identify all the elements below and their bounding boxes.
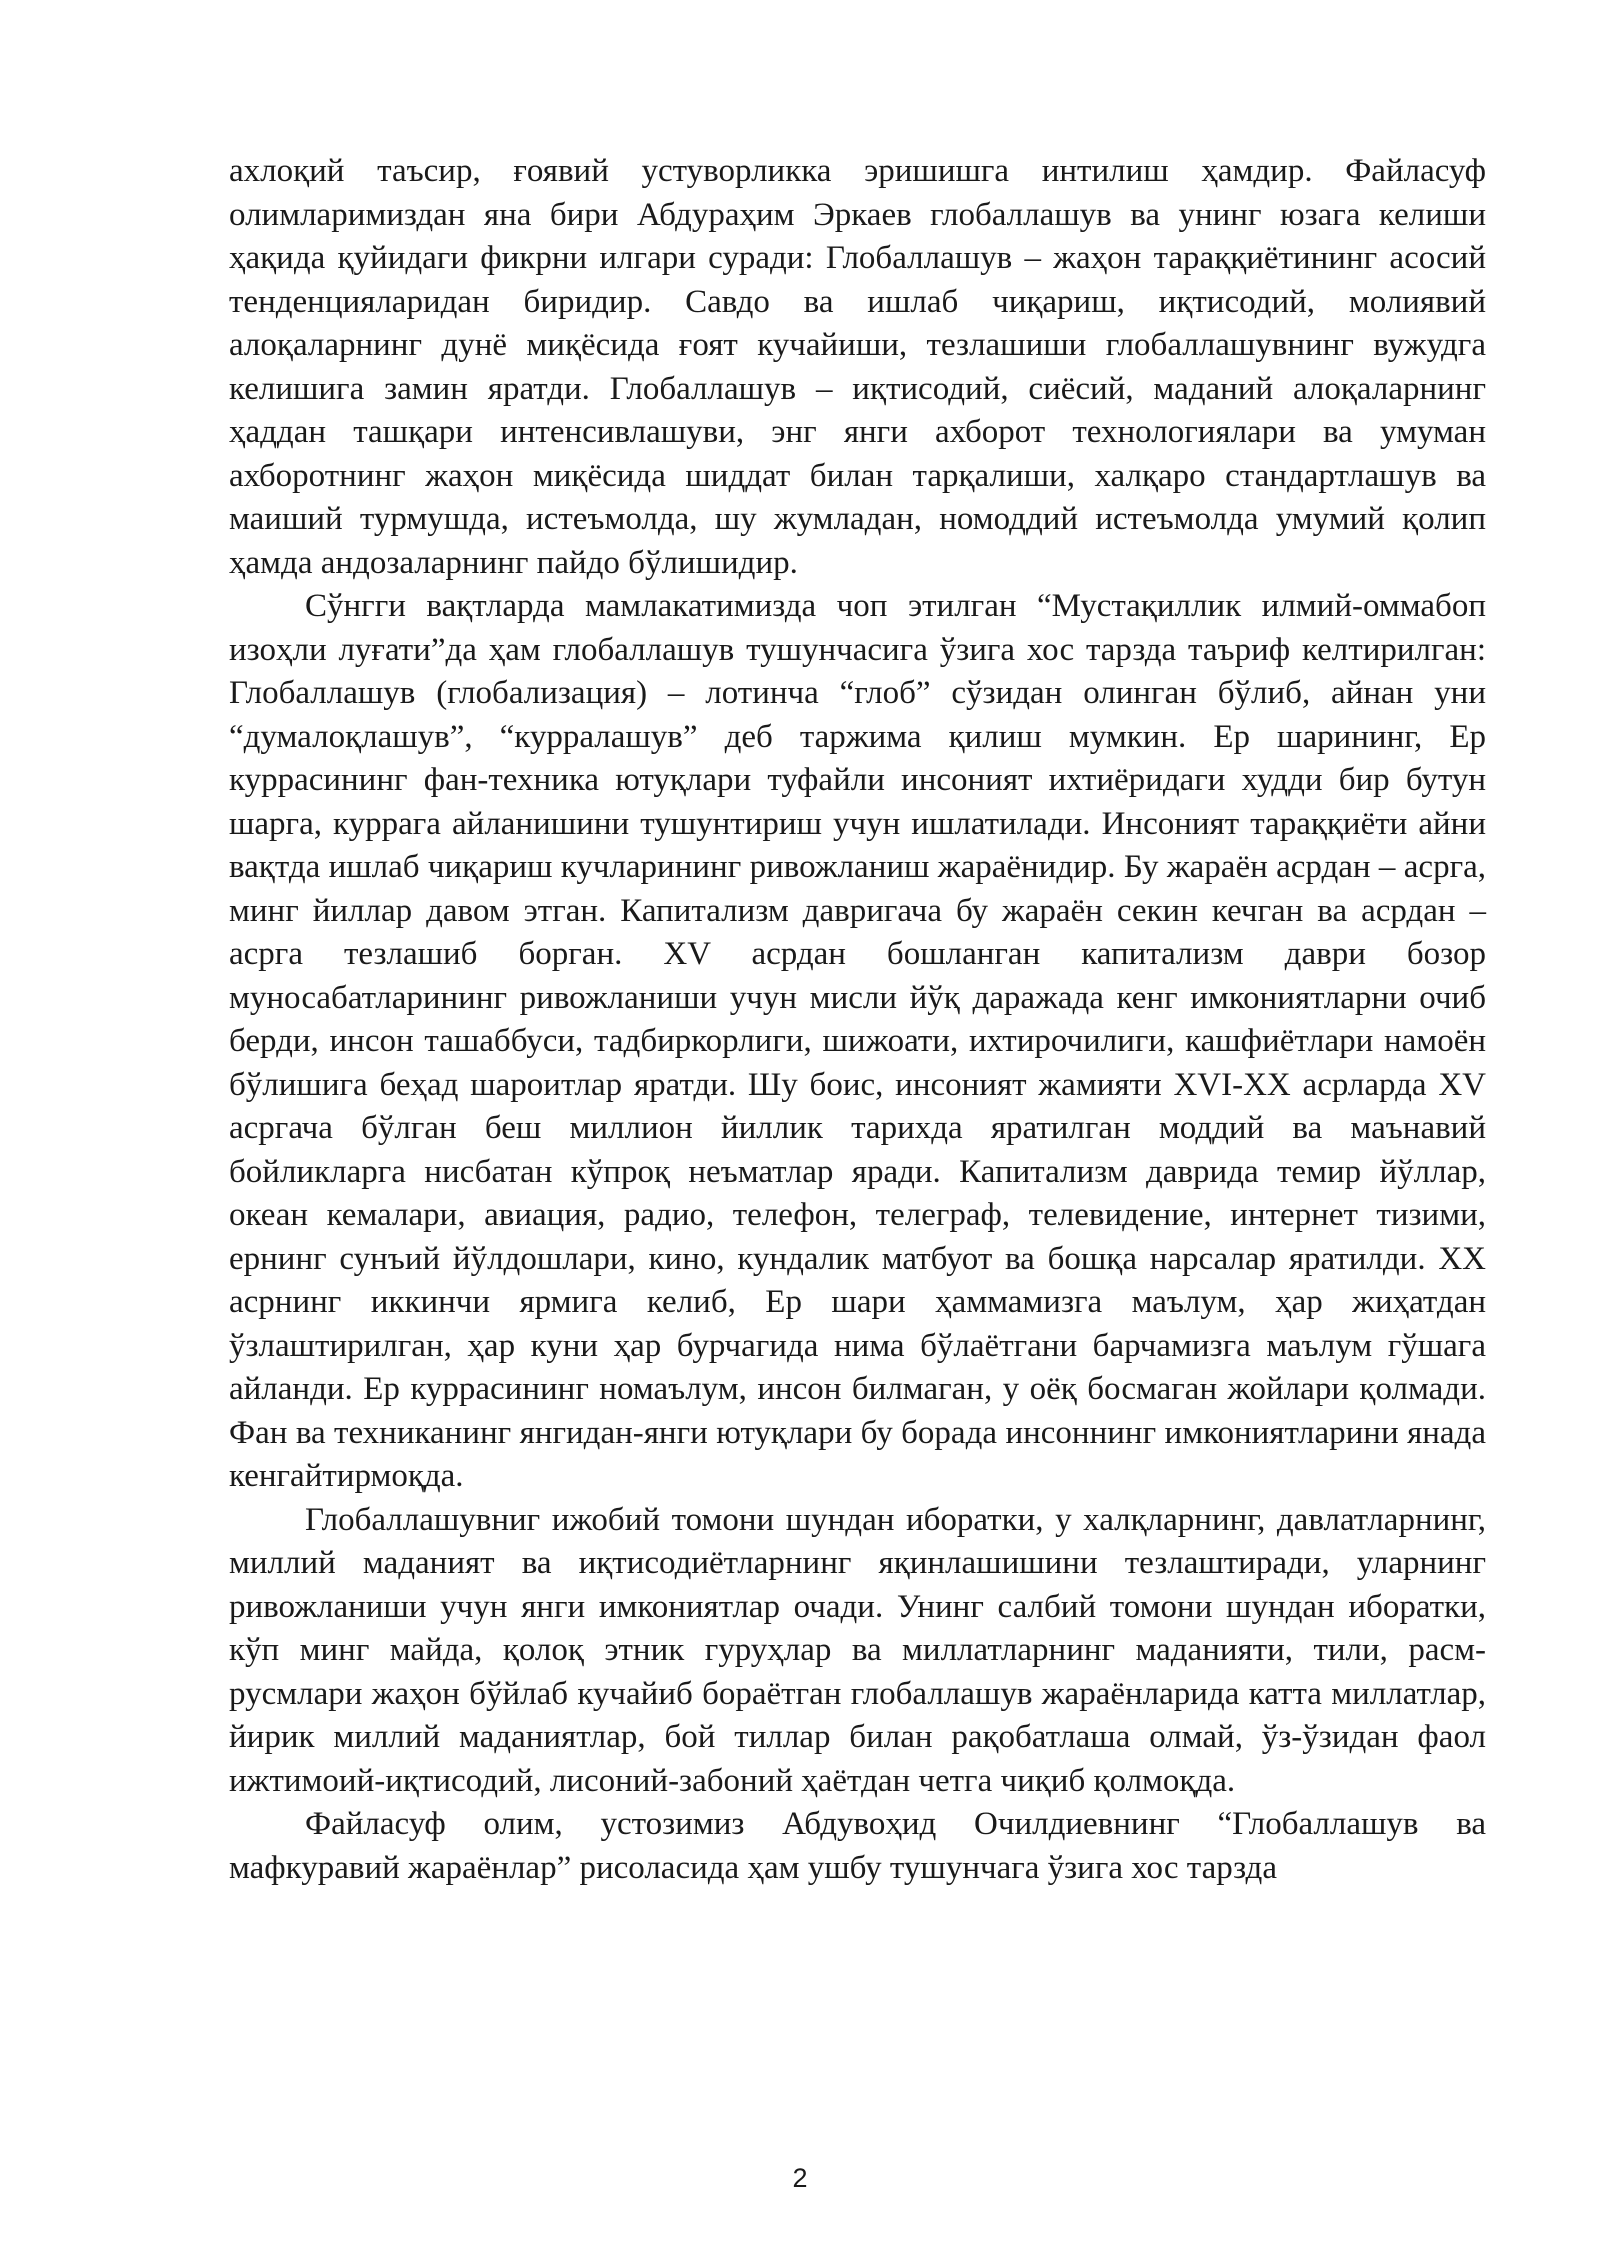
page-number: 2 <box>792 2163 808 2193</box>
paragraph-4: Файласуф олим, устозимиз Абдувоҳид Очилдиевнинг “Глобаллашув ва мафкуравий жараёнлар” рисоласида ҳам ушбу тушунчага ўзига хос тарзда <box>229 1806 1486 1886</box>
paragraph-2: Сўнгги вақтларда мамлакатимизда чоп этилган “Мустақиллик илмий-оммабоп изоҳли луғати”да ҳам глобаллашув тушунчасига ўзига хос тарзда таъриф келтирилган: Глобаллашув (глобализация) – лотинча “глоб” сўзидан олинган бўлиб, айнан уни “думалоқлашув”, “курралашув” деб таржима қилиш мумкин. Ер шарининг, Ер куррасининг фан-техника ютуқлари туфайли инсоният ихтиёридаги худди бир бутун шарга, куррага айланишини тушунтириш учун ишлатилади. Инсоният тараққиёти айни вақтда ишлаб чиқариш кучларининг ривожланиш жараёнидир. Бу жараён асрдан – асрга, минг йиллар давом этган. Капитализм давригача бу жараён секин кечган ва асрдан – асрга тезлашиб борган. XV асрдан бошланган капитализм даври бозор муносабатларининг ривожланиши учун мисли йўқ даражада кенг имкониятларни очиб берди, инсон ташаббуси, тадбиркорлиги, шижоати, ихтирочилиги, кашфиётлари намоён бўлишига беҳад шароитлар яратди. Шу боис, инсоният жамияти XVI-XX асрларда XV асргача бўлган беш миллион йиллик тарихда яратилган моддий ва маънавий бойликларга нисбатан кўпроқ неъматлар яради. Капитализм даврида темир йўллар, океан кемалари, авиация, радио, телефон, телеграф, телевидение, интернет тизими, ернинг сунъий йўлдошлари, кино, кундалик матбуот ва бошқа нарсалар яратилди. XX асрнинг иккинчи ярмига келиб, Ер шари ҳаммамизга маълум, ҳар жиҳатдан ўзлаштирилган, ҳар куни ҳар бурчагида нима бўлаётгани барчамизга маълум гўшага айланди. Ер куррасининг номаълум, инсон билмаган, у оёқ босмаган жойлари қолмади. Фан ва техниканинг янгидан-янги ютуқлари бу борада инсоннинг имкониятларини янада кенгайтирмоқда. <box>229 588 1486 1494</box>
body-text <box>229 150 1486 1890</box>
paragraph-1: ахлоқий таъсир, ғоявий устуворликка эришишга интилиш ҳамдир. Файласуф олимларимиздан яна бири Абдураҳим Эркаев глобаллашув ва унинг юзага келиши ҳақида қуйидаги фикрни илгари суради: Глобаллашув – жаҳон тараққиётининг асосий тенденцияларидан биридир. Савдо ва ишлаб чиқариш, иқтисодий, молиявий алоқаларнинг дунё миқёсида ғоят кучайиши, тезлашиши глобаллашувнинг вужудга келишига замин яратди. Глобаллашув – иқтисодий, сиёсий, маданий алоқаларнинг ҳаддан ташқари интенсивлашуви, энг янги ахборот технологиялари ва умуман ахборотнинг жаҳон миқёсида шиддат билан тарқалиши, халқаро стандартлашув ва маиший турмушда, истеъмолда, шу жумладан, номоддий истеъмолда умумий қолип ҳамда андозаларнинг пайдо бўлишидир. <box>229 153 1486 581</box>
paragraph-3: Глобаллашувниг ижобий томони шундан иборатки, у халқларнинг, давлатларнинг, миллий маданият ва иқтисодиётларнинг яқинлашишини тезлаштиради, уларнинг ривожланиши учун янги имкониятлар очади. Унинг салбий томони шундан иборатки, кўп минг майда, қолоқ этник гуруҳлар ва миллатларнинг маданияти, тили, расм-русмлари жаҳон бўйлаб кучайиб бораётган глобаллашув жараёнларида катта миллатлар, йирик миллий маданиятлар, бой тиллар билан рақобатлаша олмай, ўз-ўзидан фаол ижтимоий-иқтисодий, лисоний-забоний ҳаётдан четга чиқиб қолмоқда. <box>229 1501 1486 1799</box>
